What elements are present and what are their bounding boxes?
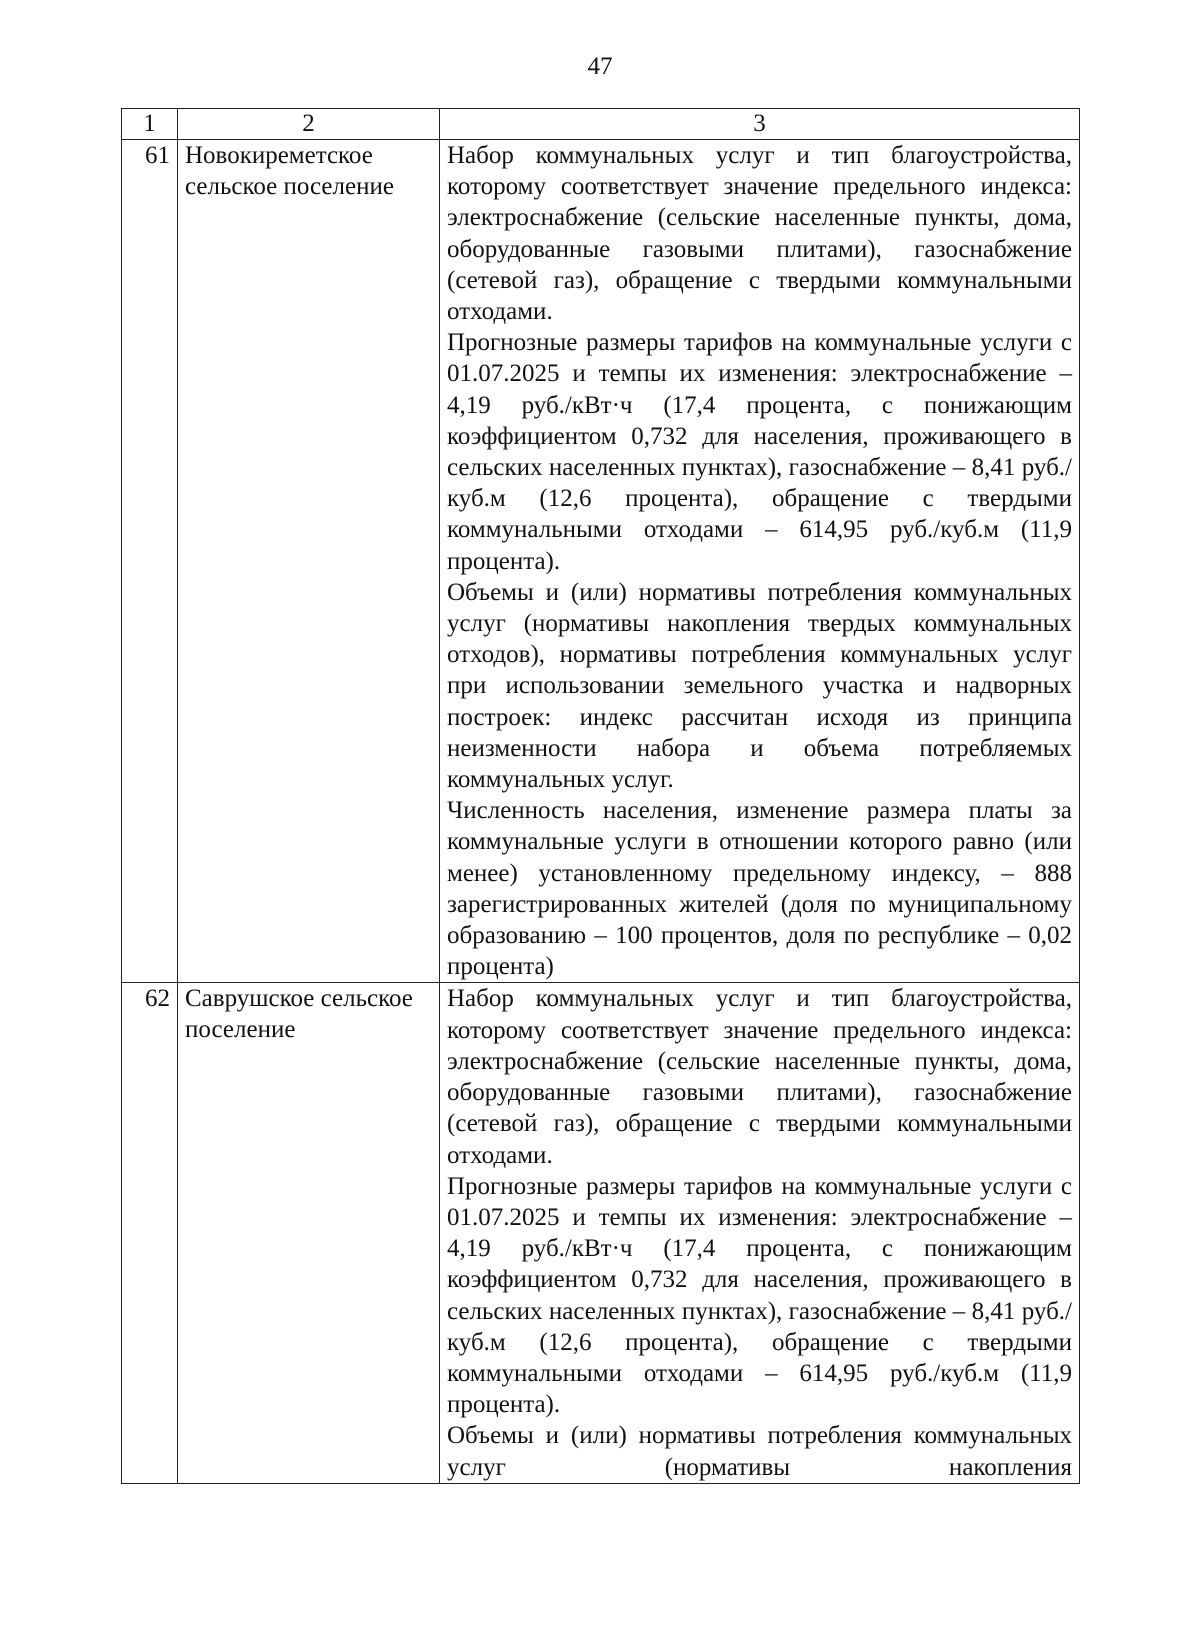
table-row (122, 140, 1080, 983)
paragraph: Численность населения, изменение размера платы за коммунальные услуги в отношении которого равно (или менее) установленному предельному индексу, – 888 зарегистрированных жителей (доля по муниципальному образованию – 100 процентов, доля по республике – 0,02 процента) (447, 797, 1072, 981)
data-table (121, 108, 1080, 1484)
settlement-name: Новокиреметское сельское поселение (178, 140, 440, 983)
paragraph: Набор коммунальных услуг и тип благоустройства, которому соответствует значение предельного индекса: электроснабжение (сельские населенные пункты, дома, оборудованные газовыми плитами), газоснабжение (сетевой газ), обращение с твердыми коммунальными отходами. (447, 142, 1072, 326)
settlement-name: Саврушское сельское поселение (178, 983, 440, 1483)
column-header-1: 1 (122, 109, 178, 140)
row-number: 61 (122, 140, 178, 983)
table-row (122, 983, 1080, 1483)
page-number: 47 (587, 53, 613, 80)
column-header-2: 2 (178, 109, 440, 140)
column-header-3: 3 (440, 109, 1080, 140)
table-header-row (122, 109, 1080, 140)
row-description (440, 983, 1080, 1483)
paragraph: Прогнозные размеры тарифов на коммунальные услуги с 01.07.2025 и темпы их изменения: электроснабжение – 4,19 руб./кВт·ч (17,4 процента, с понижающим коэффициентом 0,732 для населения, проживающего в сельских населенных пунктах), газоснабжение – 8,41 руб./куб.м (12,6 процента), обращение с твердыми коммунальными отходами – 614,95 руб./куб.м (11,9 процента). (447, 329, 1072, 575)
paragraph: Набор коммунальных услуг и тип благоустройства, которому соответствует значение предельного индекса: электроснабжение (сельские населенные пункты, дома, оборудованные газовыми плитами), газоснабжение (сетевой газ), обращение с твердыми коммунальными отходами. (447, 985, 1072, 1169)
paragraph: Прогнозные размеры тарифов на коммунальные услуги с 01.07.2025 и темпы их изменения: электроснабжение – 4,19 руб./кВт·ч (17,4 процента, с понижающим коэффициентом 0,732 для населения, проживающего в сельских населенных пунктах), газоснабжение – 8,41 руб./куб.м (12,6 процента), обращение с твердыми коммунальными отходами – 614,95 руб./куб.м (11,9 процента). (447, 1172, 1072, 1419)
paragraph: Объемы и (или) нормативы потребления коммунальных услуг (нормативы накопления (447, 1422, 1072, 1481)
row-number: 62 (122, 983, 178, 1483)
row-description (440, 140, 1080, 983)
paragraph: Объемы и (или) нормативы потребления коммунальных услуг (нормативы накопления твердых коммунальных отходов), нормативы потребления коммунальных услуг при использовании земельного участка и надворных построек: индекс рассчитан исходя из принципа неизменности набора и объема потребляемых коммунальных услуг. (447, 578, 1072, 794)
